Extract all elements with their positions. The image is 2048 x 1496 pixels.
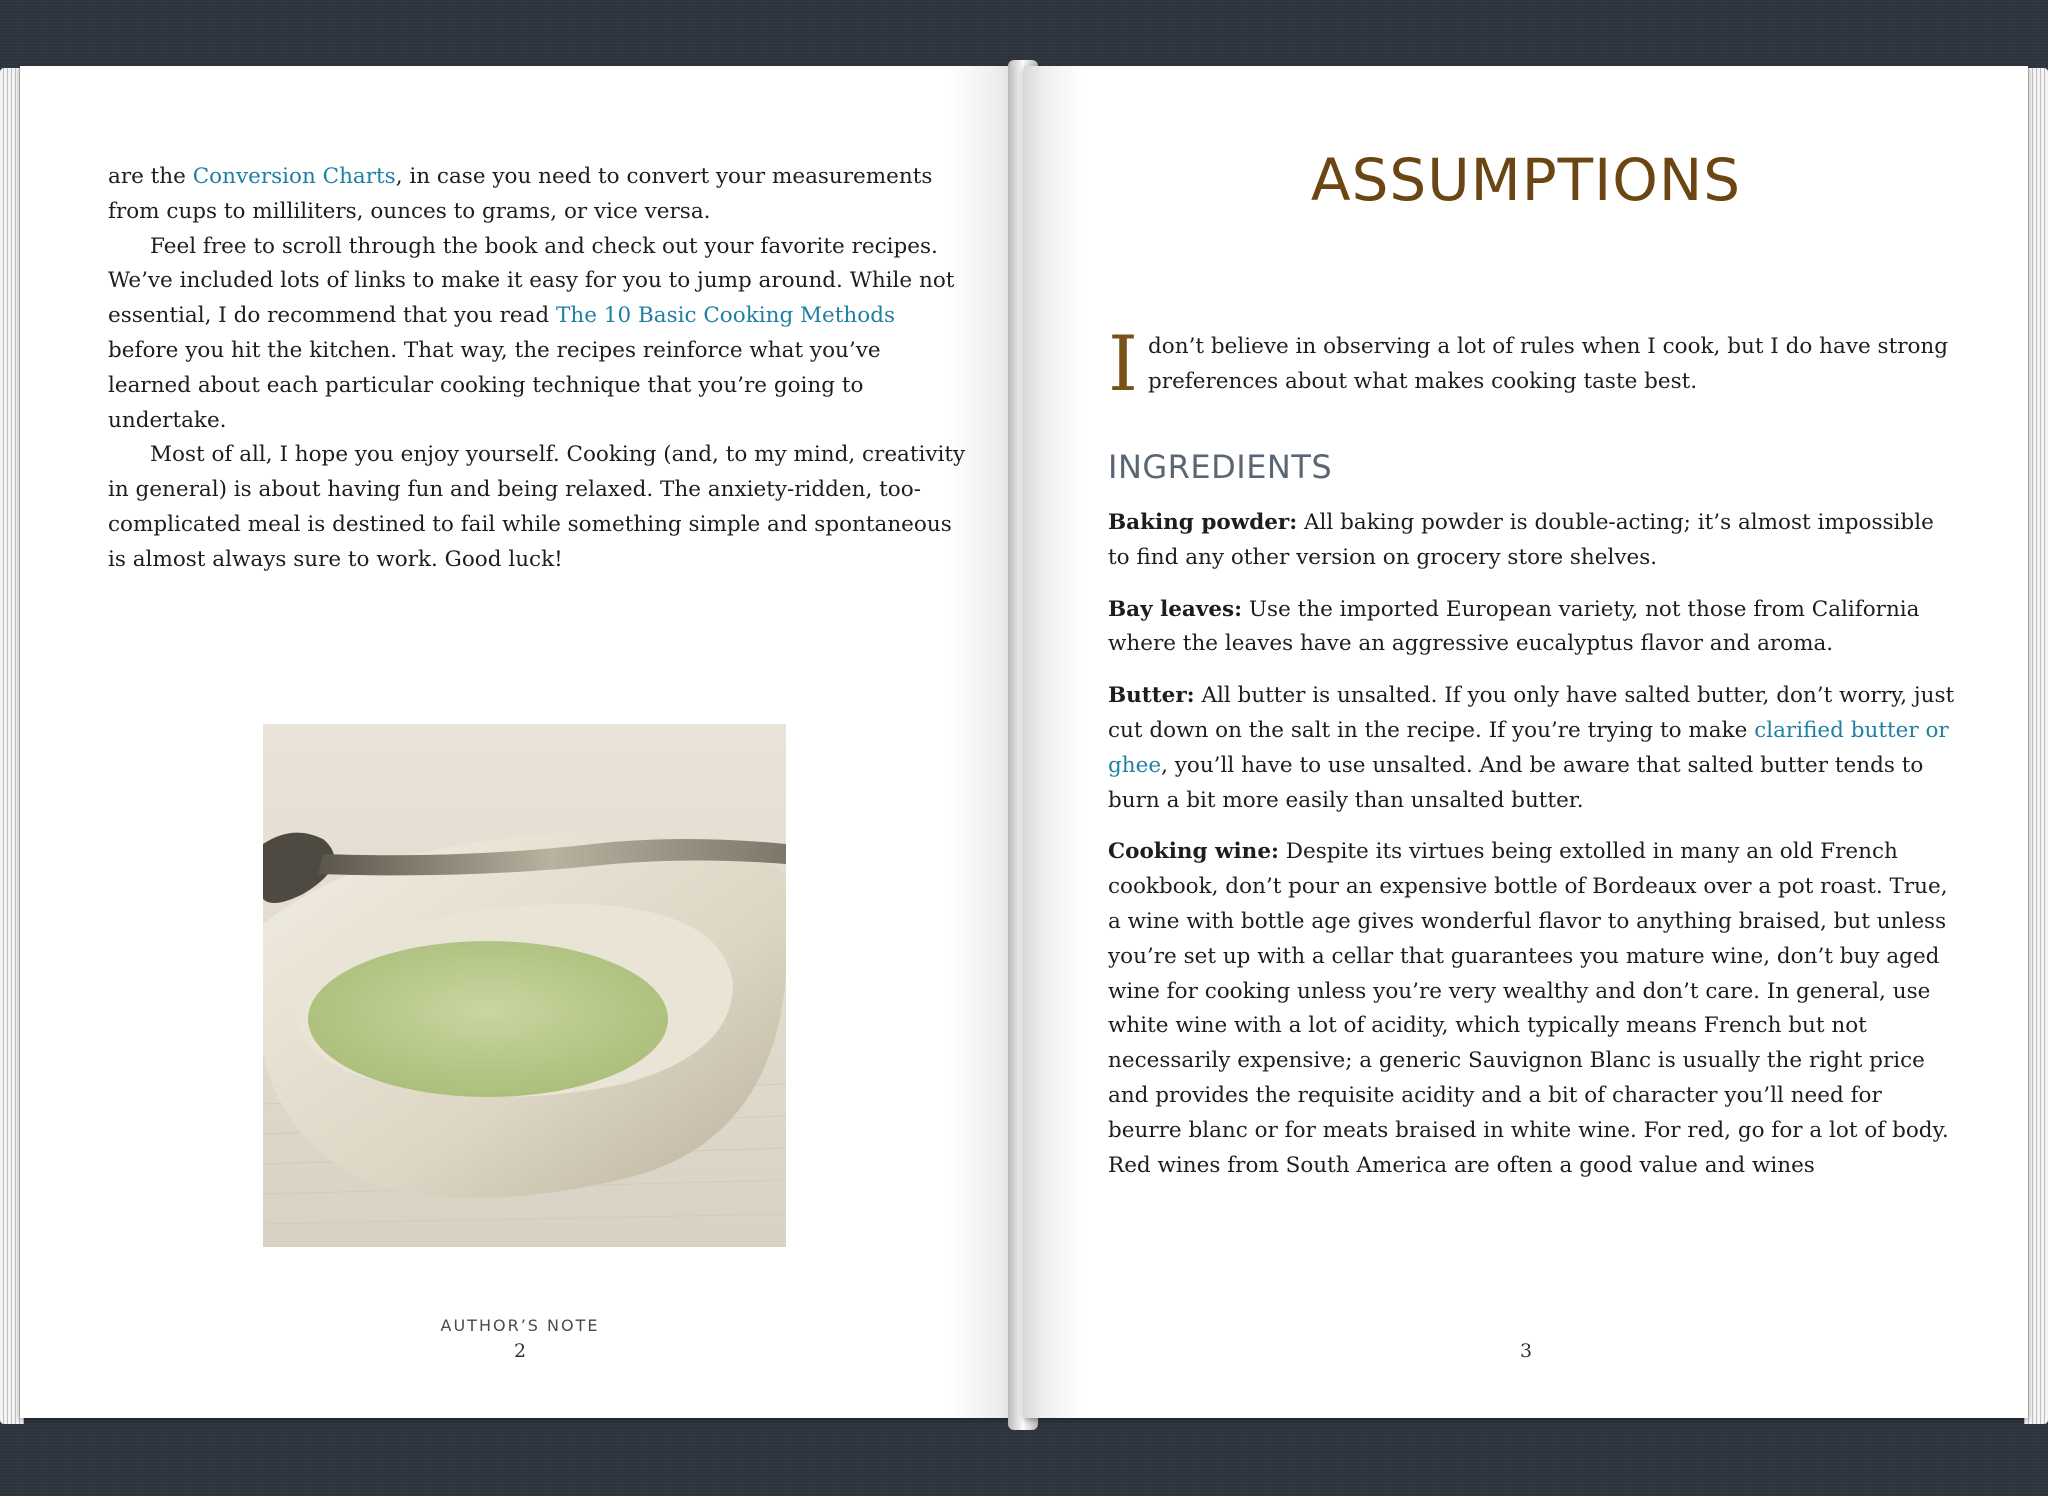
running-footer-label: AUTHOR’S NOTE <box>440 1316 600 1335</box>
ingredient-term: Bay leaves: <box>1108 596 1243 622</box>
ingredient-entry <box>1108 506 1958 576</box>
body-paragraph <box>108 160 968 230</box>
cross-reference-link[interactable]: Conversion Charts <box>192 164 396 189</box>
cross-reference-link[interactable]: clarified butter or ghee <box>1108 717 1949 778</box>
text-run: , you’ll have to use unsalted. And be aware that salted butter tends to burn a bit more easily than unsalted butter. <box>1108 752 1924 813</box>
ingredient-term: Cooking wine: <box>1108 839 1279 865</box>
page-number-right: 3 <box>1519 1340 1533 1362</box>
ingredient-entry <box>1108 593 1958 663</box>
text-run: , in case you need to convert your measurements from cups to milliliters, ounces to grams, or vice versa. <box>108 164 933 224</box>
body-paragraph <box>108 230 968 439</box>
right-page[interactable] <box>1024 66 2028 1418</box>
soup-bowl-photo <box>263 724 786 1247</box>
drop-cap: I <box>1108 319 1139 408</box>
intro-paragraph <box>1108 319 1958 408</box>
page-number-left: 2 <box>513 1340 527 1362</box>
section-heading-ingredients: INGREDIENTS <box>1108 448 1333 486</box>
text-run: All butter is unsalted. If you only have salted butter, don’t worry, just cut down on the salt in the recipe. If you’re trying to make <box>1108 683 1955 743</box>
text-run: Despite its virtues being extolled in many an old French cookbook, don’t pour an expensive bottle of Bordeaux over a pot roast. True, a wine with bottle age gives wonderful flavor to anything braised, but unless you’re set up with a cellar that guarantees you mature wine, don’t buy aged wine for cooking unless you’re very wealthy and don’t care. In general, use white wine with a lot of acidity, which typically means French but not necessarily expensive; a generic Sauvignon Blanc is usually the right price and provides the requisite acidity and a bit of character you’ll need for beurre blanc or for meats braised in white wine. For red, go for a lot of body. Red wines from South America are often a good value and wines <box>1108 839 1949 1178</box>
left-page[interactable] <box>20 66 1020 1418</box>
cross-reference-link[interactable]: The 10 Basic Cooking Methods <box>556 303 896 329</box>
text-run: are the <box>108 164 193 189</box>
ebook-spread <box>0 66 2048 1426</box>
intro-text: don’t believe in observing a lot of rules when I cook, but I do have strong preferences about what makes cooking taste best. <box>1148 334 1949 394</box>
body-paragraph <box>108 438 968 577</box>
text-run: Most of all, I hope you enjoy yourself. Cooking (and, to my mind, creativity in general) is about having fun and being relaxed. The anxiety-ridden, too-complicated meal is destined to fail while something simple and spontaneous is almost always sure to work. Good luck! <box>108 442 966 572</box>
text-run: Feel free to scroll through the book and check out your favorite recipes. We’ve included lots of links to make it easy for you to jump around. While not essential, I do recommend that you read <box>108 233 955 329</box>
left-page-text <box>108 160 968 578</box>
ingredient-term: Baking powder: <box>1108 510 1298 535</box>
ingredient-entry <box>1108 835 1958 1183</box>
ingredient-entry <box>1108 679 1958 818</box>
ingredient-term: Butter: <box>1108 683 1195 709</box>
text-run: All baking powder is double-acting; it’s almost impossible to find any other version on grocery store shelves. <box>1108 510 1934 570</box>
ingredient-entries <box>1108 506 1958 1200</box>
text-run: before you hit the kitchen. That way, the recipes reinforce what you’ve learned about each particular cooking technique that you’re going to undertake. <box>108 337 881 433</box>
text-run: Use the imported European variety, not those from California where the leaves have an aggressive eucalyptus flavor and aroma. <box>1108 596 1920 657</box>
chapter-title: ASSUMPTIONS <box>1310 146 1742 214</box>
